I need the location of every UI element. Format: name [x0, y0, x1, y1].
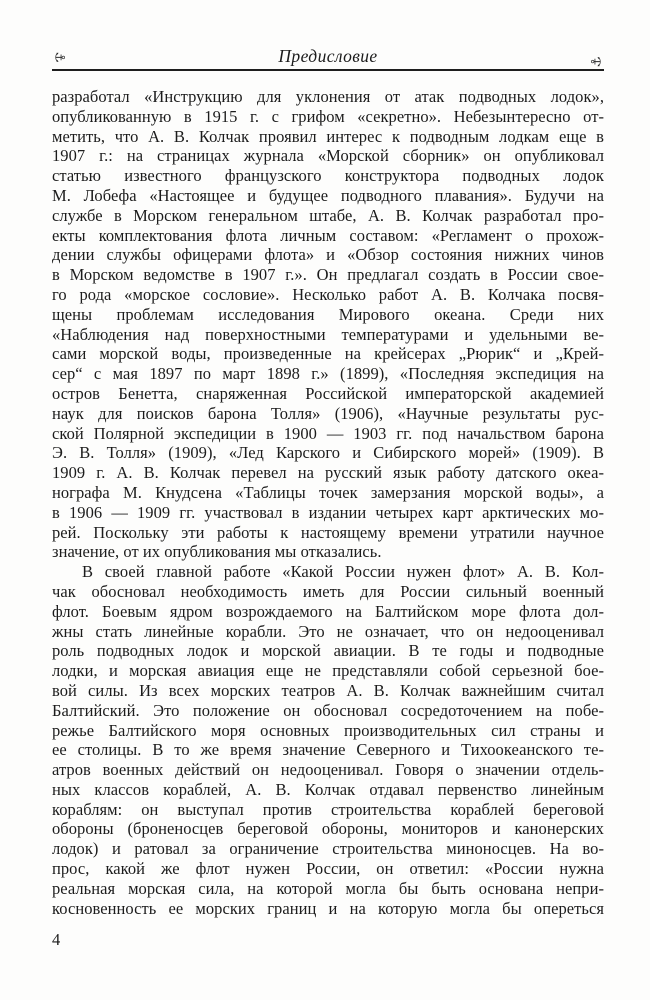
text-line: ее столицы. В то же время значение Северного и Тихоокеанского те-	[52, 740, 604, 760]
text-line: службе в Морском генеральном штабе, А. В. Колчак разработал про-	[52, 205, 604, 225]
text-line: го рода «морское сословие». Несколько работ А. В. Колчака посвя-	[52, 284, 604, 304]
text-line: режье Балтийского моря основных производительных сил страны и	[52, 720, 604, 740]
text-line: лодок) и ратовал за ограничение строительства миноносцев. На во-	[52, 839, 604, 859]
text-line: лодки, и морская авиация еще не представляли собой серьезной бое-	[52, 661, 604, 681]
text-line: «Наблюдения над поверхностными температурами и удельными ве-	[52, 324, 604, 344]
page-number: 4	[52, 930, 61, 949]
text-line: М. Лобефа «Настоящее и будущее подводного плавания». Будучи на	[52, 185, 604, 205]
text-line: опубликованную в 1915 г. с грифом «секретно». Небезынтересно от-	[52, 106, 604, 126]
text-line: нографа М. Кнудсена «Таблицы точек замерзания морской воды», а	[52, 482, 604, 502]
text-line: 1909 г. А. В. Колчак перевел на русский язык работу датского океа-	[52, 463, 604, 483]
text-line: дении службы офицерами флота» и «Обзор состояния нижних чинов	[52, 245, 604, 265]
text-line: ской Полярной экспедиции в 1900 — 1903 гг. под начальством барона	[52, 423, 604, 443]
text-line: щены проблемам исследования Мирового океана. Среди них	[52, 304, 604, 324]
text-line: атров военных действий он недооценивал. Говоря о значении отдель-	[52, 760, 604, 780]
text-line: рей. Поскольку эти работы к настоящему времени утратили научное	[52, 522, 604, 542]
text-line: прос, какой же флот нужен России, он ответил: «России нужна	[52, 859, 604, 879]
text-line: роль подводных лодок и морской авиации. В те годы и подводные	[52, 641, 604, 661]
body-text	[52, 87, 604, 918]
text-line: 1907 г.: на страницах журнала «Морской сборник» он опубликовал	[52, 146, 604, 166]
text-line: в Морском ведомстве в 1907 г.». Он предлагал создать в России свое-	[52, 265, 604, 285]
text-line: косновенность ее морских границ и на которую могла бы опереться	[52, 898, 604, 918]
text-line: в 1906 — 1909 гг. участвовал в издании четырех карт арктических мо-	[52, 502, 604, 522]
text-line: остров Бенетта, снаряженная Российской императорской академией	[52, 383, 604, 403]
text-line: разработал «Инструкцию для уклонения от атак подводных лодок»,	[52, 87, 604, 106]
text-line: сами морской воды, произведенные на крейсерах „Рюрик“ и „Крей-	[52, 344, 604, 364]
text-line: значение, от их опубликования мы отказались.	[52, 542, 382, 562]
text-line: жны стать линейные корабли. Это не означает, что он недооценивал	[52, 621, 604, 641]
text-line: екты комплектования флота личным составом: «Регламент о прохож-	[52, 225, 604, 245]
text-line: чак обосновал необходимость иметь для России сильный военный	[52, 581, 604, 601]
text-line: В своей главной работе «Какой России нужен флот» А. В. Кол-	[82, 562, 604, 582]
text-line: вой силы. Из всех морских театров А. В. Колчак важнейшим считал	[52, 680, 604, 700]
text-line: наук для поисков барона Толля» (1906), «Научные результаты рус-	[52, 403, 604, 423]
anchor-ornament-icon: ⚓	[589, 55, 605, 68]
text-line: кораблям: он выступал против строительства кораблей береговой	[52, 799, 604, 819]
text-line: сер“ с мая 1897 по март 1898 г.» (1899), «Последняя экспедиция на	[52, 364, 604, 384]
text-line: Э. В. Толля» (1909), «Лед Карского и Сибирского морей» (1909). В	[52, 443, 604, 463]
running-head	[52, 42, 604, 71]
paragraph	[52, 562, 604, 918]
text-line: флот. Боевым ядром возрождаемого на Балтийском море флота дол-	[52, 601, 604, 621]
anchor-ornament-icon: ⚓	[51, 51, 67, 64]
text-line: реальная морская сила, на которой могла бы быть основана непри-	[52, 878, 604, 898]
text-line: ных классов кораблей, А. В. Колчак отдавал первенство линейным	[52, 779, 604, 799]
text-line: статью известного французского конструктора подводных лодок	[52, 166, 604, 186]
text-line: обороны (броненосцев береговой обороны, мониторов и канонерских	[52, 819, 604, 839]
paragraph	[52, 87, 604, 562]
text-line: Балтийский. Это положение он обосновал сосредоточением на побе-	[52, 700, 604, 720]
running-head-title: Предисловие	[278, 46, 378, 66]
text-line: метить, что А. В. Колчак проявил интерес к подводным лодкам еще в	[52, 126, 604, 146]
